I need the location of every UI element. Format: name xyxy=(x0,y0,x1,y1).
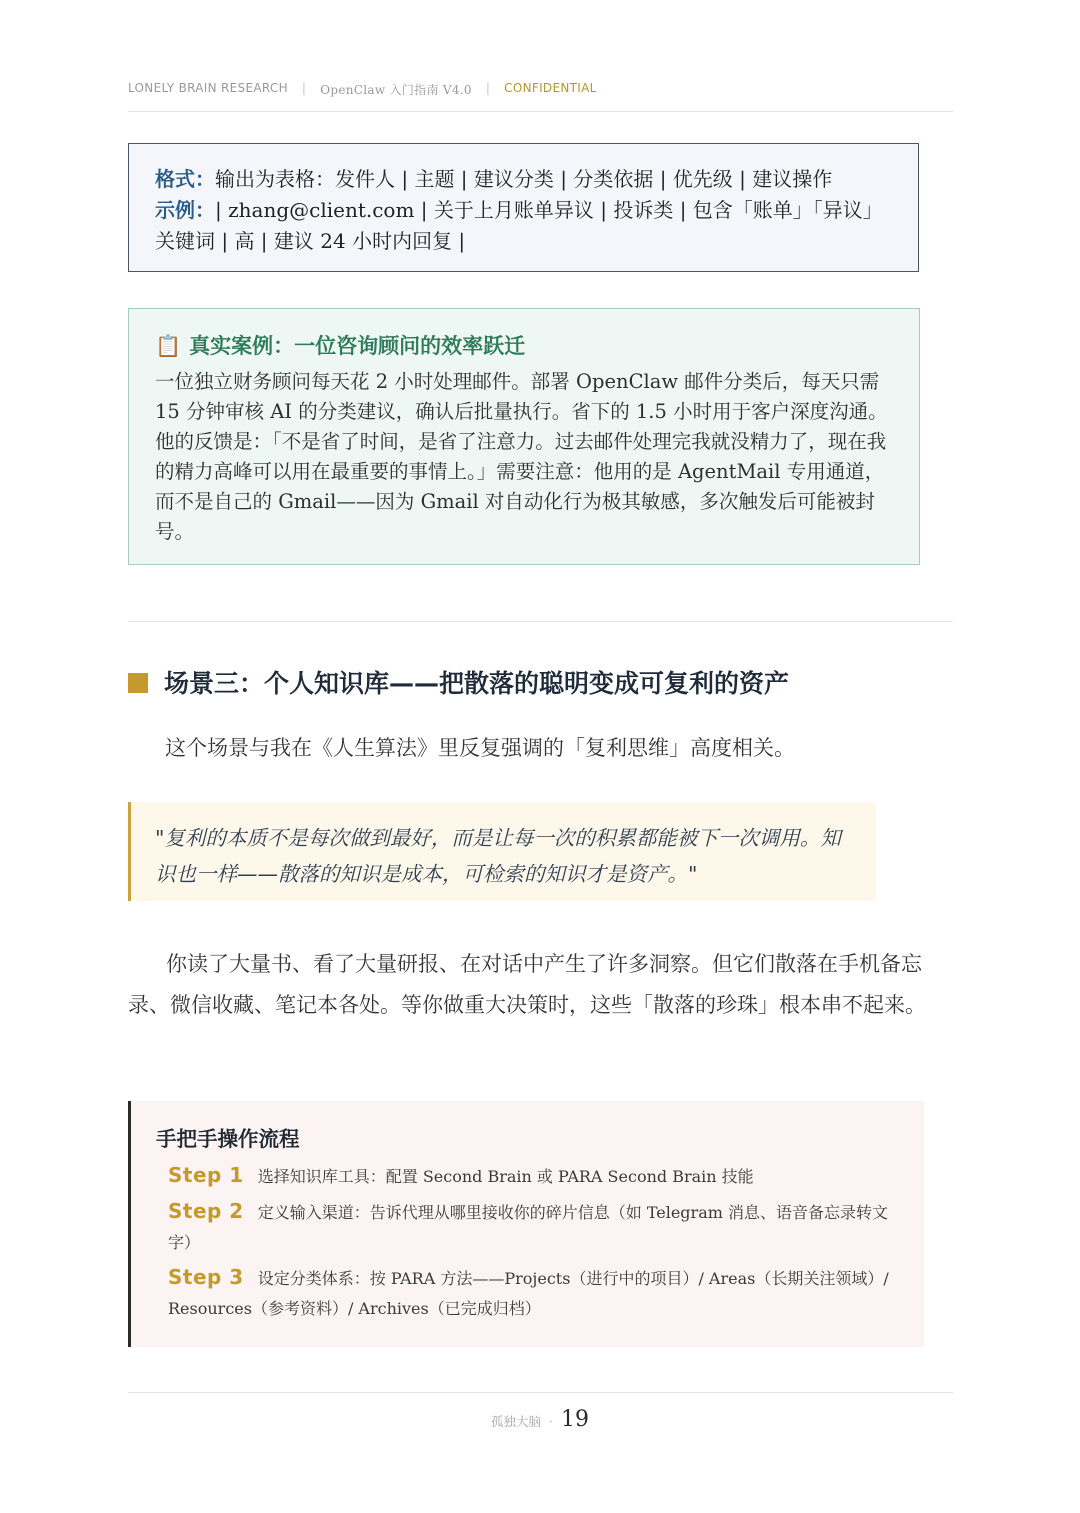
header-org: LONELY BRAIN RESEARCH xyxy=(128,81,288,95)
steps-title: 手把手操作流程 xyxy=(156,1127,300,1151)
case-study-body: 一位独立财务顾问每天花 2 小时处理邮件。部署 OpenClaw 邮件分类后，每天只需 15 分钟审核 AI 的分类建议，确认后批量执行。省下的 1.5 小时用于客户深度沟通。他的反馈是：「不是省了时间，是省了注意力。过去邮件处理完我就没精力了，现在我的精力高峰可以用在最重要的事情上。」需要注意：他用的是 AgentMail 专用通道，而不是自己的 Gmail——因为 Gmail 对自动化行为极其敏感，多次触发后可能被封号。 xyxy=(155,370,888,543)
section-heading xyxy=(128,664,789,704)
format-text: 输出为表格：发件人 | 主题 | 建议分类 | 分类依据 | 优先级 | 建议操作 xyxy=(215,167,833,191)
example-label: 示例： xyxy=(155,198,215,222)
section-intro: 这个场景与我在《人生算法》里反复强调的「复利思维」高度相关。 xyxy=(165,736,795,760)
steps-box xyxy=(128,1101,924,1347)
step-text: 选择知识库工具：配置 Second Brain 或 PARA Second Brain 技能 xyxy=(257,1167,754,1186)
section-divider xyxy=(128,621,953,622)
example-text: | zhang@client.com | 关于上月账单异议 | 投诉类 | 包含「账单」「异议」关键词 | 高 | 建议 24 小时内回复 | xyxy=(155,198,883,253)
footer-dot: · xyxy=(549,1414,553,1429)
step-item xyxy=(156,1196,898,1258)
step-item xyxy=(156,1160,898,1192)
case-study-title xyxy=(155,329,893,363)
step-item xyxy=(156,1262,898,1324)
format-label: 格式： xyxy=(155,167,215,191)
format-line xyxy=(155,164,892,195)
step-number: Step 1 xyxy=(168,1163,244,1187)
header-separator: | xyxy=(485,81,491,95)
footer-brand: 孤独大脑 xyxy=(491,1414,542,1429)
step-number: Step 2 xyxy=(168,1199,244,1223)
header-guide-title: OpenClaw 入门指南 V4.0 xyxy=(320,83,472,97)
format-box xyxy=(128,143,919,272)
page-header xyxy=(128,81,953,112)
case-study-title-text: 真实案例：一位咨询顾问的效率跃迁 xyxy=(189,334,526,358)
example-line xyxy=(155,195,892,257)
header-separator: | xyxy=(301,81,307,95)
footer-divider xyxy=(128,1392,953,1393)
body-paragraph: 你读了大量书、看了大量研报、在对话中产生了许多洞察。但它们散落在手机备忘录、微信收藏、笔记本各处。等你做重大决策时，这些「散落的珍珠」根本串不起来。 xyxy=(128,952,926,1017)
square-bullet-icon xyxy=(128,673,148,693)
page-footer xyxy=(0,1405,1080,1437)
clipboard-icon: 📋 xyxy=(155,334,182,358)
section-title: 场景三：个人知识库——把散落的聪明变成可复利的资产 xyxy=(164,669,790,698)
quote-block: "复利的本质不是每次做到最好，而是让每一次的积累都能被下一次调用。知识也一样——散落的知识是成本，可检索的知识才是资产。" xyxy=(128,802,876,901)
step-text: 定义输入渠道：告诉代理从哪里接收你的碎片信息（如 Telegram 消息、语音备忘录转文字） xyxy=(168,1203,888,1252)
case-study-box xyxy=(128,308,920,565)
step-number: Step 3 xyxy=(168,1265,244,1289)
header-confidential: CONFIDENTIAL xyxy=(504,81,597,95)
page-number: 19 xyxy=(561,1407,589,1432)
step-text: 设定分类体系：按 PARA 方法——Projects（进行中的项目）/ Areas（长期关注领域）/ Resources（参考资料）/ Archives（已完成归档） xyxy=(168,1269,889,1318)
